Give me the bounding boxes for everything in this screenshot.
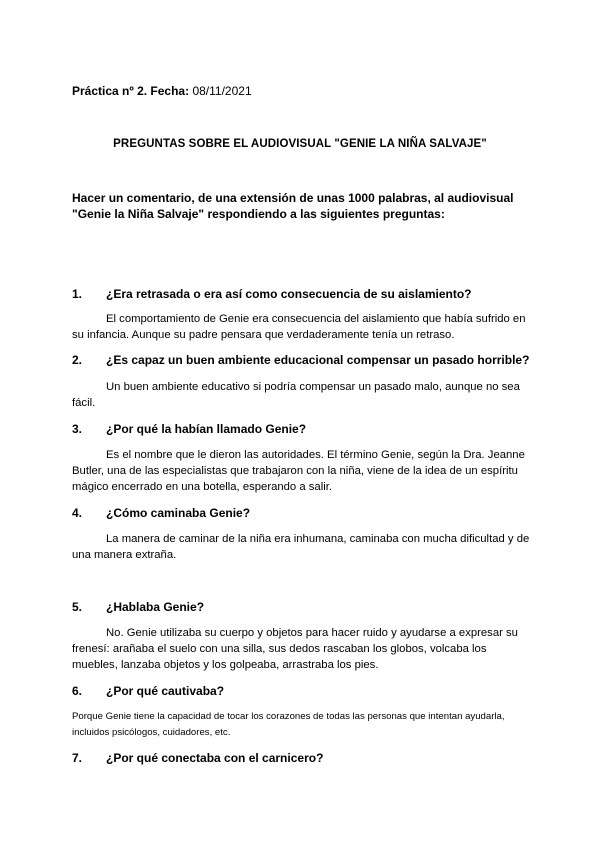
question-text: ¿Es capaz un buen ambiente educacional compensar un pasado horrible? [106,353,530,367]
question-text: ¿Por qué cautivaba? [106,684,225,698]
question-text: ¿Por qué la habían llamado Genie? [106,422,307,436]
answer-1: El comportamiento de Genie era consecuencia del aislamiento que había sufrido en su infancia. Aunque su padre pensara que verdaderamente tenía un retraso. [72,313,526,341]
question-text: ¿Por qué conectaba con el carnicero? [106,751,324,765]
document-title: PREGUNTAS SOBRE EL AUDIOVISUAL "GENIE LA NIÑA SALVAJE" [113,138,487,150]
question-text: ¿Hablaba Genie? [106,600,205,614]
question-text: ¿Cómo caminaba Genie? [106,506,251,520]
question-3 [72,422,306,436]
question-5 [72,600,204,614]
question-1 [72,287,471,301]
question-number: 3. [72,422,83,436]
question-2 [72,353,529,367]
question-6 [72,684,224,698]
question-number: 1. [72,287,83,301]
answer-2: Un buen ambiente educativo si podría compensar un pasado malo, aunque no sea fácil. [72,381,520,409]
intro-paragraph: Hacer un comentario, de una extensión de unas 1000 palabras, al audiovisual "Genie la Niña Salvaje" respondiendo a las siguientes preguntas: [72,191,514,221]
answer-4: La manera de caminar de la niña era inhumana, caminaba con mucha dificultad y de una manera extraña. [72,533,530,561]
question-7 [72,751,323,765]
question-number: 2. [72,353,83,367]
practice-date: 08/11/2021 [192,84,252,98]
question-number: 4. [72,506,83,520]
question-number: 6. [72,684,83,698]
question-4 [72,506,250,520]
practice-label: Práctica nº 2. Fecha: [72,84,190,98]
answer-5: No. Genie utilizaba su cuerpo y objetos para hacer ruido y ayudarse a expresar su frenesí: arañaba el suelo con una silla, sus dedos rascaban los globos, volcaba los muebles, lanzaba objetos y los golpeaba, arrastraba los pies. [72,627,518,671]
question-text: ¿Era retrasada o era así como consecuencia de su aislamiento? [106,287,472,301]
question-number: 7. [72,751,83,765]
answer-6: Porque Genie tiene la capacidad de tocar los corazones de todas las personas que intentan ayudarla, incluidos psicólogos, cuidadores, etc. [72,711,505,738]
practice-header [72,84,252,98]
answer-3: Es el nombre que le dieron las autoridades. El término Genie, según la Dra. Jeanne Butler, una de las especialistas que trabajaron con la niña, viene de la idea de un espíritu mágico encerrado en una botella, esperando a salir. [72,449,525,493]
question-number: 5. [72,600,83,614]
